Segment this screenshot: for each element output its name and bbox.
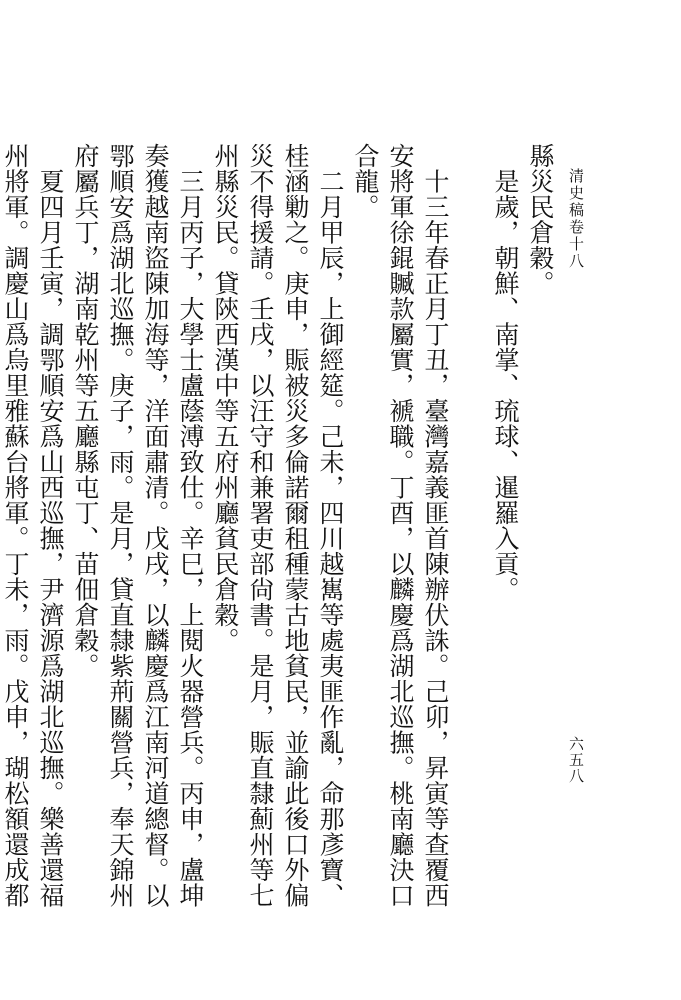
- page-number: 六五八: [567, 736, 585, 784]
- body-text: 縣災民倉穀。 是歲，朝鮮、南掌、琉球、暹羅入貢。 十三年春正月丁丑，臺灣嘉義匪首陳辦伏誅。己卯，昇寅等查覆西安將軍徐錕贓款屬實，褫職。丁酉，以麟慶爲湖北巡撫。桃南廳決口合龍。 二月甲辰，上御經筵。己未，四川越嶲等處夷匪作亂，命那彥寶、桂涵勦之。庚申，賑被災多倫諾爾租種蒙古地貧民，並諭此後口外偏災不得援請。壬戌，以汪守和兼署吏部尙書。是月，賑直隸薊州等七州縣災民。貸陝西漢中等五府州廳貧民倉穀。 三月丙子，大學士盧蔭溥致仕。辛巳，上閱火器營兵。丙申，盧坤奏獲越南盜陳加海等，洋面肅清。戊戌，以麟慶爲江南河道總督。以鄂順安爲湖北巡撫。庚子，雨。是月，貸直隸紫荊關營兵，奉天錦州府屬兵丁，湖南乾州等五廳縣屯丁、苗佃倉穀。 夏四月壬寅，調鄂順安爲山西巡撫，尹濟源爲湖北巡撫。樂善還福州將軍。調慶山爲烏里雅蘇台將軍。丁未，雨。戊申，瑚松額還成都: [1, 143, 555, 908]
- running-header: 清史稿卷十八: [567, 168, 585, 270]
